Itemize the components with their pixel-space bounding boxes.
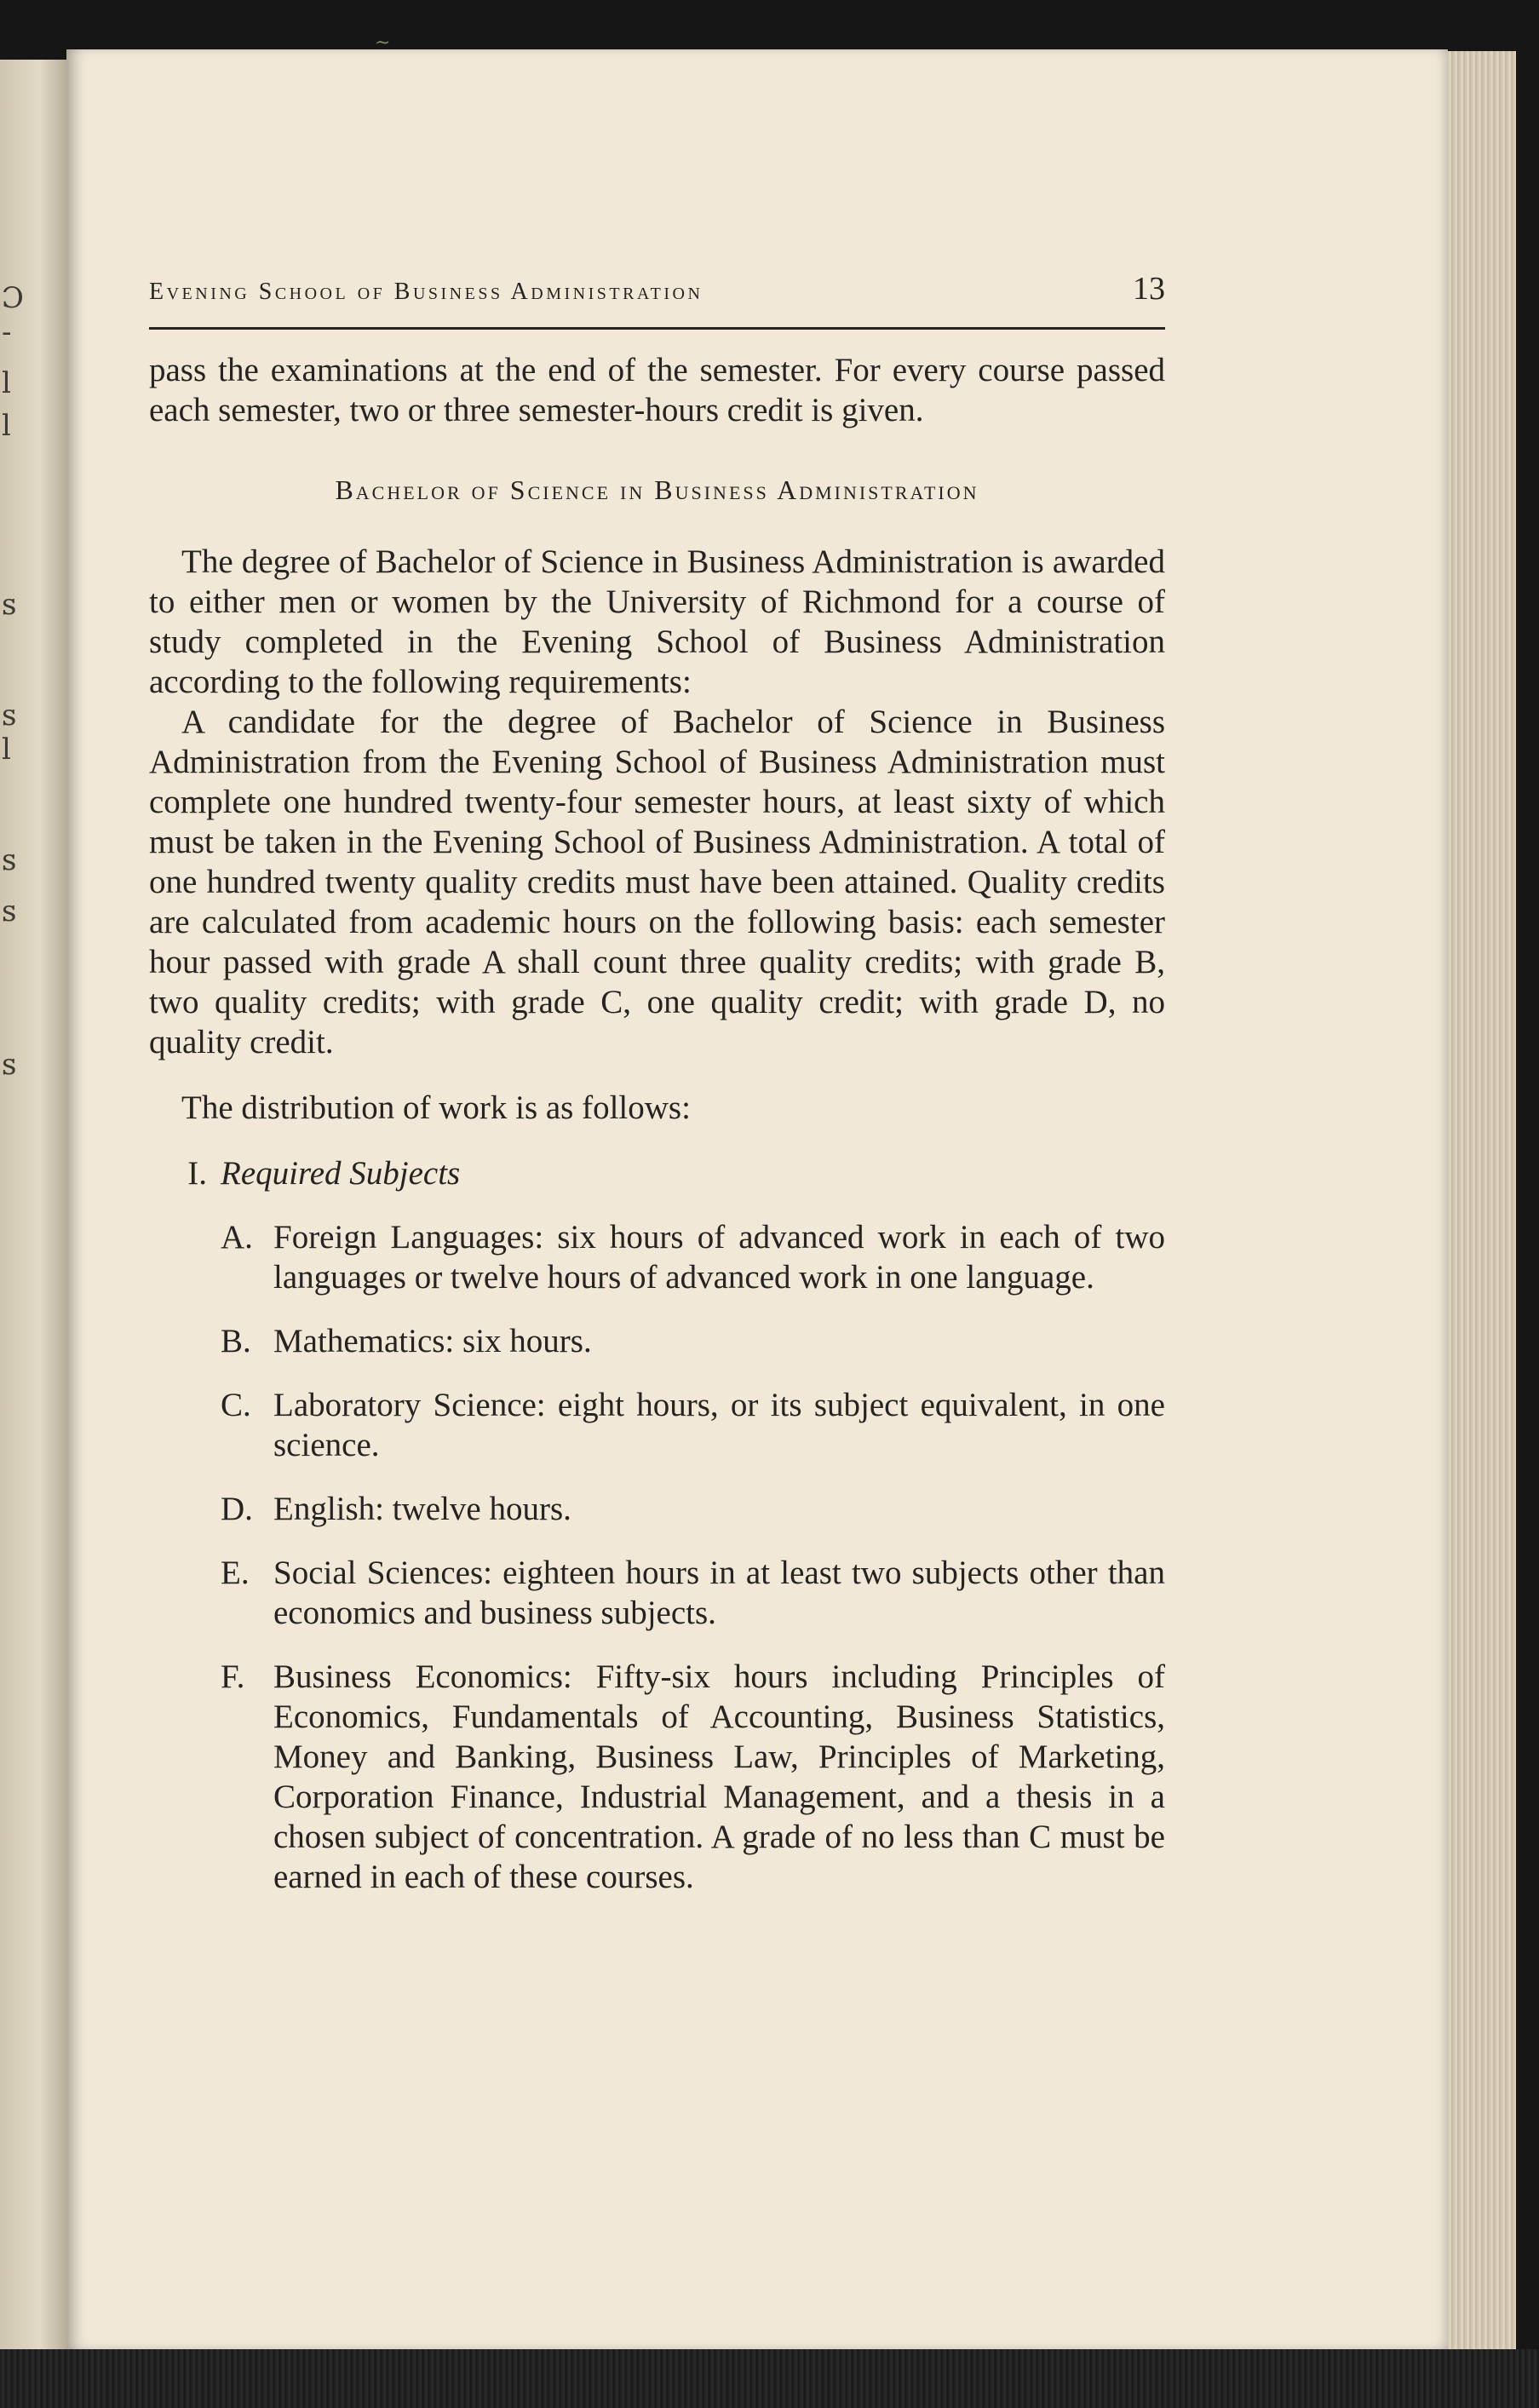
item-label: B. — [221, 1323, 251, 1359]
margin-mark: l — [2, 733, 11, 767]
requirement-item — [149, 1553, 1165, 1633]
margin-mark: ꜱ — [2, 1048, 17, 1082]
running-head — [149, 270, 1165, 330]
margin-mark: Ɔ — [2, 281, 25, 315]
margin-mark: - — [2, 315, 12, 349]
item-label: C. — [221, 1387, 251, 1423]
distribution-paragraph: The distribution of work is as follows: — [181, 1089, 691, 1126]
item-text: Mathematics: six hours. — [273, 1323, 592, 1359]
book-cover-edge — [0, 2349, 1539, 2408]
item-text: Social Sciences: eighteen hours in at least two subjects other than economics and business subjects. — [273, 1555, 1165, 1631]
margin-mark: ꜱ — [2, 843, 17, 877]
degree-paragraph: The degree of Bachelor of Science in Business Administration is awarded to either men or women by the University of Richmond for a course of study completed in the Evening School of Business Administration according to the following requirements: — [149, 543, 1165, 700]
margin-mark: l — [2, 366, 11, 400]
page-number: 13 — [1133, 271, 1165, 307]
requirement-item — [149, 1217, 1165, 1297]
requirement-item — [149, 1321, 1165, 1361]
item-text: English: twelve hours. — [273, 1491, 571, 1527]
section-heading: Bachelor of Science in Business Administration — [335, 474, 979, 505]
item-text: Foreign Languages: six hours of advanced work in each of two languages or twelve hours of advanced work in one language. — [273, 1219, 1165, 1296]
requirement-item — [149, 1385, 1165, 1465]
required-subjects-heading — [149, 1153, 1165, 1193]
required-subjects-title: Required Subjects — [221, 1155, 461, 1192]
page-edges — [1448, 51, 1516, 2359]
item-text: Business Economics: Fifty-six hours including Principles of Economics, Fundamentals of Accounting, Business Statistics, Money and Banking, Business Law, Principles of Marketing, Corporation Finance, Industrial Management, and a thesis in a chosen subject of concentration. A grade of no less than C must be earned in each of these courses. — [273, 1658, 1165, 1895]
previous-page-edge — [0, 60, 66, 2351]
opening-paragraph: pass the examinations at the end of the semester. For every course passed each semester, two or three semester-hours credit is given. — [149, 352, 1165, 428]
requirement-item — [149, 1657, 1165, 1897]
requirement-item — [149, 1489, 1165, 1529]
running-head-title: Evening School of Business Administration — [149, 279, 703, 305]
item-label: D. — [221, 1491, 253, 1527]
item-text: Laboratory Science: eight hours, or its subject equivalent, in one science. — [273, 1387, 1165, 1463]
candidate-paragraph: A candidate for the degree of Bachelor of Science in Business Administration from the Evening School of Business Administration must complete one hundred twenty-four semester hours, at least sixty of which must be taken in the Evening School of Business Administration. A total of one hundred twenty quality credits must have been attained. Quality credits are calculated from academic hours on the following basis: each semester hour passed with grade A shall count three quality credits; with grade B, two quality credits; with grade C, one quality credit; with grade D, no quality credit. — [149, 704, 1165, 1060]
margin-mark: ꜱ — [2, 894, 17, 928]
margin-mark: ꜱ — [2, 698, 17, 733]
top-scrawl: ~ — [375, 32, 391, 54]
item-label: E. — [221, 1555, 250, 1591]
margin-mark: l — [2, 409, 11, 443]
roman-numeral: I. — [187, 1155, 207, 1192]
item-label: A. — [221, 1219, 253, 1256]
margin-mark: ꜱ — [2, 588, 17, 622]
item-label: F. — [221, 1658, 245, 1695]
page-content — [83, 230, 1165, 1897]
